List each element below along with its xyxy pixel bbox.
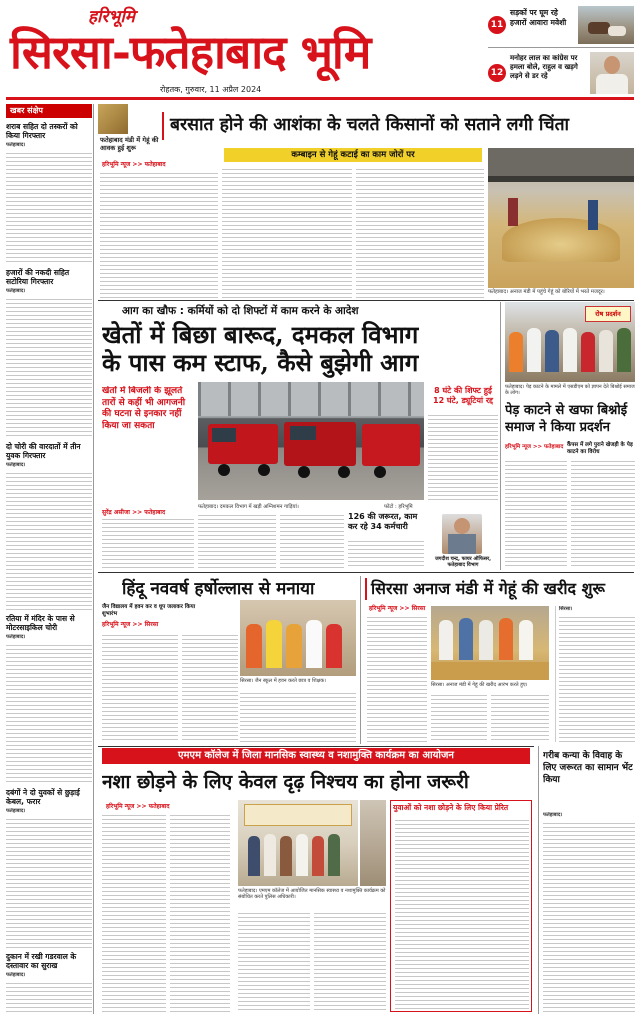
- cattle-photo: [578, 6, 634, 44]
- poor-girl-story: [538, 746, 634, 1014]
- protest-story: [500, 302, 634, 570]
- navvarsh-body-col: [102, 632, 178, 742]
- lead-body-col: [100, 170, 218, 298]
- sidebar-header: खबर संक्षेप: [6, 104, 92, 118]
- fire-photo-caption: फतेहाबाद। दमकल विभाग में खड़ी अग्निशमन गाड़ियां।: [198, 504, 299, 510]
- masthead-brand: हरिभूमि: [88, 7, 135, 27]
- brief-headline[interactable]: दुकान में रखी गडरवाल के दस्तावार का सुराख: [6, 952, 77, 970]
- nasha-body-col: [102, 812, 166, 1012]
- teaser-box-2[interactable]: [488, 52, 634, 96]
- sirsa-mandi-byline: हरिभूमि न्यूज >> सिरसा: [369, 605, 426, 612]
- fire-body-col: [280, 512, 344, 568]
- nasha-body-col: [170, 812, 230, 1012]
- nasha-sidebox-body: [395, 817, 529, 1009]
- brief-dateline: फतेहाबाद।: [6, 808, 26, 814]
- sirsa-mandi-body-col: [431, 692, 487, 742]
- masthead-title: सिरसा-फतेहाबाद भूमि: [10, 25, 371, 79]
- grain-market-photo: [488, 148, 634, 288]
- firefighter-photo: [442, 514, 482, 554]
- fire-byline: सुरेंद्र असीजा >> फतेहाबाद: [102, 509, 166, 516]
- brief-body: [6, 462, 92, 610]
- protest-note: कैंपस में लगे पुराने खेजड़ी के पेड़ काटने का विरोध: [567, 442, 633, 455]
- divider: [98, 300, 634, 301]
- lead-subhead-bar: [224, 148, 482, 162]
- sirsa-mandi-body-col: [491, 692, 549, 742]
- brief-body: [6, 142, 92, 264]
- brief-dateline: फतेहाबाद।: [6, 462, 26, 468]
- fire-station-photo: [198, 382, 424, 500]
- protest-photo-caption: फतेहाबाद। पेड़ काटने के मामले में एसडीएम को ज्ञापन देते बिश्नोई समाज के लोग।: [505, 384, 635, 396]
- lead-photo-caption: फतेहाबाद। अनाज मंडी में पहुंचे गेहूं को बोरियों में भरते मजदूर।: [488, 289, 605, 295]
- nasha-body-col: [314, 910, 386, 1012]
- nasha-sidebox-headline: युवाओं को नशा छोड़ने के लिए किया प्रेरित: [393, 803, 509, 812]
- protest-photo: [505, 302, 635, 382]
- poor-girl-dateline: फतेहाबाद।: [543, 812, 563, 818]
- fire-photo-credit: फोटो : हरिभूमि: [384, 504, 413, 510]
- lead-body-col: [222, 166, 352, 298]
- brief-dateline: फतेहाबाद।: [6, 972, 26, 978]
- fire-headline-1[interactable]: खेतों में बिछा बारूद, दमकल विभाग: [102, 320, 419, 349]
- nasha-kicker-bar: [102, 748, 530, 764]
- teaser-page-badge: 12: [488, 64, 506, 82]
- fire-story: [98, 302, 498, 570]
- navvarsh-body-col: [182, 632, 238, 742]
- poor-girl-headline[interactable]: गरीब कन्या के विवाह के लिए जरूरत का सामान भेंट किया: [543, 751, 633, 785]
- brief-headline[interactable]: दबंगों ने दो युवकों से छुड़ाई केबल, फरार: [6, 788, 80, 806]
- brief-body: [6, 634, 92, 784]
- navvarsh-body-col: [240, 690, 356, 742]
- nasha-body-col: [238, 910, 310, 1012]
- nasha-kicker: एमएम कॉलेज में जिला मानसिक स्वास्थ्य व नशामुक्ति कार्यक्रम का आयोजन: [178, 750, 454, 761]
- navvarsh-byline: हरिभूमि न्यूज >> सिरसा: [102, 621, 159, 628]
- navvarsh-photo: [240, 600, 356, 676]
- sirsa-mandi-photo-caption: सिरसा। अनाज मंडी में गेहूं की खरीद आरंभ करते हुए।: [431, 682, 528, 688]
- protest-byline: हरिभूमि न्यूज >> फतेहाबाद: [505, 444, 564, 450]
- fire-body-col: [348, 538, 424, 568]
- fire-sidebox-headline: 8 घंटे की शिफ्ट हुई 12 घंटे, ड्यूटियां रद्द: [433, 386, 493, 405]
- lead-subhead: कम्बाइन से गेहूं कटाई का काम जोरों पर: [291, 150, 415, 160]
- divider: [98, 572, 634, 573]
- fire-staff-headline: 126 की जरूरत, काम कर रहे 34 कर्मचारी: [348, 512, 418, 531]
- teaser-text: मनोहर लाल का कांग्रेस पर हमला बोले, राहुल व खड़गे लड़ने से डर रहे: [510, 54, 578, 80]
- brief-dateline: फतेहाबाद।: [6, 288, 26, 294]
- politician-photo: [590, 52, 634, 94]
- masthead-rule: [6, 97, 634, 100]
- navvarsh-note: जैन विद्यालय में हवन कर व धूप जलाकर किया शुभारंभ: [102, 604, 196, 617]
- brief-body: [6, 972, 92, 1012]
- sirsa-mandi-body-col: [367, 614, 427, 742]
- lead-body-col: [356, 166, 484, 298]
- sirsa-mandi-headline[interactable]: सिरसा अनाज मंडी में गेहूं की खरीद शुरू: [365, 578, 635, 600]
- protest-body-col: [505, 458, 567, 568]
- news-brief-sidebar: [6, 104, 94, 1014]
- nasha-event-photo: [238, 800, 358, 886]
- lead-headline[interactable]: बरसात होने की आशंका के चलते किसानों को सताने लगी चिंता: [162, 112, 634, 140]
- divider: [98, 746, 534, 747]
- fire-body-col: [102, 516, 194, 568]
- protest-banner: [585, 306, 631, 322]
- nasha-photo-caption: फतेहाबाद। एमएम कॉलेज में आयोजित मानसिक स्वास्थ्य व नशामुक्ति कार्यक्रम को संबोधित करते पुलिस अधिकारी।: [238, 888, 386, 900]
- fire-sidebox-body: [428, 412, 498, 502]
- nasha-story: [98, 748, 534, 1014]
- sirsa-mandi-photo: [431, 606, 549, 680]
- brief-dateline: फतेहाबाद।: [6, 634, 26, 640]
- nasha-byline: हरिभूमि न्यूज >> फतेहाबाद: [106, 803, 170, 810]
- fire-headline-2[interactable]: के पास कम स्टाफ, कैसे बुझेगी आग: [102, 348, 419, 377]
- fire-signoff: जगदीश चन्द्र, फायर ऑफिसर, फतेहाबाद विभाग: [434, 556, 492, 568]
- sirsa-mandi-dateline: सिरसा।: [559, 606, 573, 612]
- fire-kicker: आग का खौफ : कर्मियों को दो शिफ्टों में काम करने के आदेश: [122, 305, 359, 317]
- sirsa-mandi-side-col: [555, 606, 635, 742]
- nasha-sidebox: [390, 800, 532, 1012]
- protest-headline[interactable]: पेड़ काटने से खफा बिश्नोई समाज ने किया प्रदर्शन: [505, 403, 628, 435]
- brief-body: [6, 808, 92, 948]
- nasha-audience-photo: [360, 800, 386, 886]
- brief-headline[interactable]: रतिया में मंदिर के पास से मोटरसाइकिल चोरी: [6, 614, 75, 632]
- fire-body-col: [198, 512, 276, 568]
- brief-headline[interactable]: दो चोरी की वारदातों में तीन युवक गिरफ्तार: [6, 442, 81, 460]
- teaser-box-1[interactable]: [488, 4, 634, 48]
- fire-staff-box: [348, 512, 424, 536]
- brief-headline[interactable]: शराब सहित दो तस्करों को किया गिरफ्तार: [6, 122, 78, 140]
- protest-banner-text: रोष प्रदर्शन: [595, 310, 621, 318]
- lead-kicker: फतेहाबाद मंडी में गेहूं की आवक हुई शुरू: [100, 136, 159, 152]
- brief-body: [6, 288, 92, 438]
- dateline: रोहतक, गुरुवार, 11 अप्रैल 2024: [160, 85, 262, 94]
- masthead: [0, 0, 640, 100]
- brief-headline[interactable]: हजारों की नकदी सहित सटोरिया गिरफ्तार: [6, 268, 70, 286]
- nasha-headline[interactable]: नशा छोड़ने के लिए केवल दृढ़ निश्चय का होना जरूरी: [102, 771, 469, 793]
- navvarsh-headline[interactable]: हिंदू नववर्ष हर्षोल्लास से मनाया: [122, 579, 315, 599]
- wheat-thumb: [98, 104, 128, 134]
- brief-dateline: फतेहाबाद।: [6, 142, 26, 148]
- navvarsh-photo-caption: सिरसा। जैन स्कूल में हवन करते छात्र व शिक्षक।: [240, 678, 326, 684]
- lead-byline: हरिभूमि न्यूज >> फतेहाबाद: [102, 161, 166, 168]
- lead-story: [98, 104, 634, 300]
- teaser-page-badge: 11: [488, 16, 506, 34]
- fire-quote: खेतों में बिजली के झूलते तारों से कहीं भी आगजनी की घटना से इनकार नहीं किया जा सकता: [102, 386, 186, 431]
- poor-girl-body: [543, 812, 635, 1012]
- sirsa-mandi-story: [360, 576, 634, 744]
- teaser-text: सड़कों पर घूम रहे हजारों आवारा मवेशी: [510, 8, 567, 27]
- protest-body-col: [571, 458, 635, 568]
